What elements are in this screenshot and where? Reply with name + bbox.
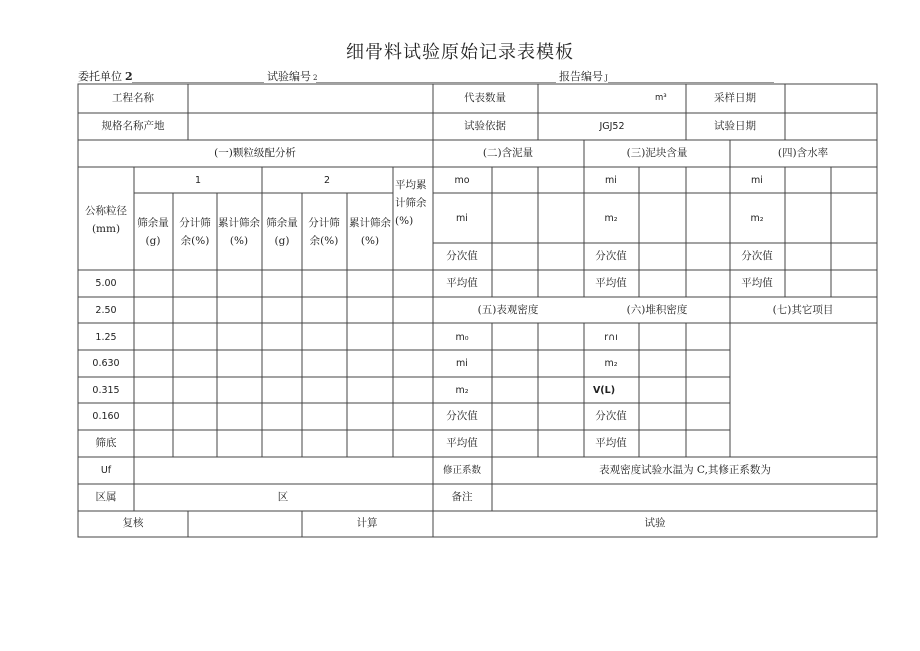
- cumulative-header-1: 累计筛余(%): [218, 217, 260, 247]
- client-underline: [132, 82, 264, 83]
- reviewer-label: 复核: [122, 517, 144, 529]
- partial-header-2: 分计筛余(%): [308, 217, 340, 247]
- report-number-label: 报告编号 J: [559, 70, 608, 83]
- moisture-m1-label: mi: [751, 175, 763, 186]
- representative-quantity-label: 代表数量: [464, 92, 506, 104]
- bulk-single-label: 分次值: [595, 410, 627, 422]
- bulk-r1-label: r∩ı: [604, 332, 618, 343]
- clay-average-label: 平均值: [595, 277, 627, 289]
- clay-m2-label: m₂: [604, 213, 618, 224]
- sieve-size-value: 0.630: [92, 358, 120, 369]
- moisture-single-label: 分次值: [741, 250, 773, 262]
- section-moisture-title: (四)含水率: [777, 147, 829, 159]
- mud-m0-label: mo: [454, 175, 470, 186]
- apparent-m1-label: mi: [456, 358, 468, 369]
- mud-single-label: 分次值: [446, 250, 478, 262]
- section-other-title: (七)其它项目: [772, 304, 834, 316]
- partial-header-1: 分计筛余(%): [179, 217, 211, 247]
- section-apparent-density-title: (五)表观密度: [477, 304, 539, 316]
- report-number-underline: [608, 82, 774, 83]
- sieve-size-value: 0.315: [92, 385, 120, 396]
- mud-average-label: 平均值: [446, 277, 478, 289]
- bulk-m2-label: m₂: [604, 358, 618, 369]
- avg-cumulative-header: 平均累计筛余(%): [395, 179, 427, 227]
- cumulative-header-2: 累计筛余(%): [349, 217, 391, 247]
- zone-unit: 区: [277, 491, 289, 503]
- fineness-modulus-label: Uf: [100, 465, 112, 476]
- correction-factor-text: 表观密度试验水温为 C,其修正系数为: [599, 464, 771, 476]
- sieve-size-value: 5.00: [95, 278, 117, 289]
- test-date-label: 试验日期: [714, 120, 756, 132]
- sieve-size-header: 公称粒径(mm): [85, 205, 127, 235]
- sampling-date-label: 采样日期: [714, 92, 756, 104]
- project-name-label: 工程名称: [112, 92, 154, 104]
- client-label: 委托单位 2: [78, 70, 133, 83]
- apparent-single-label: 分次值: [446, 410, 478, 422]
- sieve-size-value: 筛底: [95, 437, 117, 449]
- test-basis-value: JGJ52: [599, 121, 625, 132]
- test-basis-label: 试验依据: [464, 120, 506, 132]
- spec-origin-label: 规格名称产地: [101, 120, 165, 132]
- unit-m3: m³: [655, 93, 667, 103]
- calculator-label: 计算: [356, 517, 378, 529]
- section-grading-title: (一)颗粒级配分析: [214, 147, 296, 159]
- moisture-m2-label: m₂: [750, 213, 764, 224]
- sieve-size-value: 2.50: [95, 305, 117, 316]
- page-title: 细骨料试验原始记录表模板: [346, 42, 574, 63]
- section-clay-lump-title: (三)泥块含量: [626, 147, 688, 159]
- correction-factor-label: 修正系数: [442, 465, 482, 476]
- section-mud-title: (二)含泥量: [482, 147, 534, 159]
- test-number-label: 试验编号 2: [267, 70, 318, 83]
- zone-label: 区属: [95, 491, 117, 503]
- residue-header-2: 筛余量(g): [266, 217, 298, 247]
- apparent-m0-label: m₀: [455, 332, 469, 343]
- apparent-m2-label: m₂: [455, 385, 469, 396]
- residue-header-1: 筛余量(g): [137, 217, 169, 247]
- remarks-label: 备注: [451, 491, 473, 503]
- sieve-size-value: 0.160: [92, 411, 120, 422]
- tester-label: 试验: [644, 517, 666, 529]
- mud-m1-label: mi: [456, 213, 468, 224]
- section-bulk-density-title: (六)堆积密度: [626, 304, 688, 316]
- clay-single-label: 分次值: [595, 250, 627, 262]
- sieve-size-value: 1.25: [95, 332, 117, 343]
- test-number-underline: [316, 82, 556, 83]
- clay-m1-label: mi: [605, 175, 617, 186]
- apparent-average-label: 平均值: [446, 437, 478, 449]
- group1-header: 1: [194, 175, 202, 186]
- bulk-average-label: 平均值: [595, 437, 627, 449]
- bulk-volume-label: V(L): [592, 385, 616, 396]
- group2-header: 2: [323, 175, 331, 186]
- moisture-average-label: 平均值: [741, 277, 773, 289]
